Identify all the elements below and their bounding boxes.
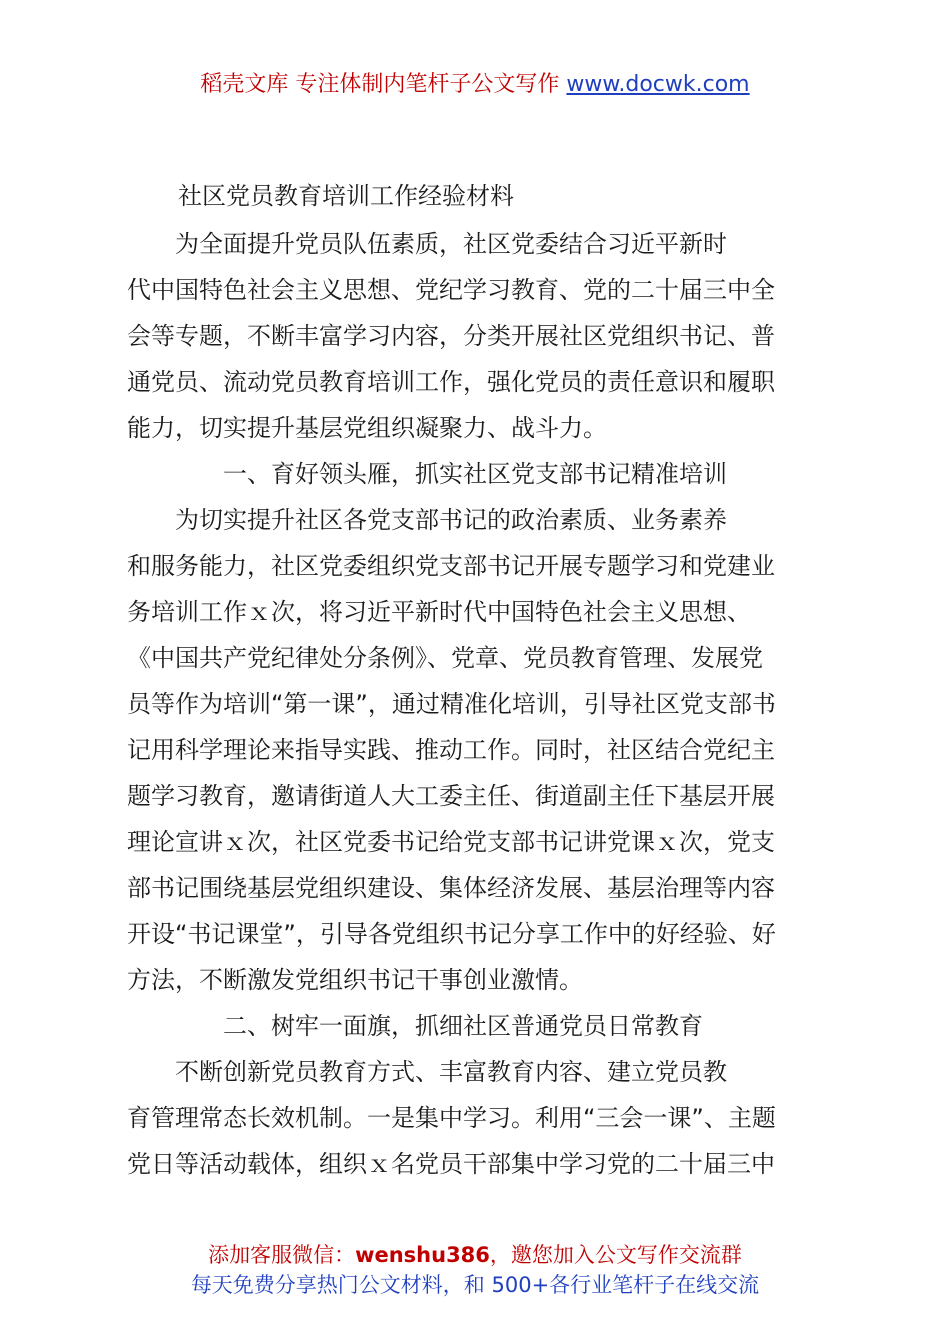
site-header: [0, 70, 950, 100]
footer-wechat-prefix: 添加客服微信：: [208, 1243, 356, 1267]
document-title: 社区党员教育培训工作经验材料: [178, 182, 514, 210]
intro-paragraph: 为全面提升党员队伍素质，社区党委结合习近平新时 代中国特色社会主义思想、党纪学习教育、党的二十届三中全 会等专题，不断丰富学习内容，分类开展社区党组织书记、普 通党员、流动党员教育培训工作，强化党员的责任意识和履职 能力，切实提升基层党组织凝聚力、战斗力。: [127, 230, 775, 442]
section-heading-2: 二、树牢一面旗，抓细社区普通党员日常教育: [223, 1012, 703, 1040]
footer-line-1: [0, 1240, 950, 1270]
document-body: [127, 221, 823, 1187]
promo-footer: [0, 1240, 950, 1300]
footer-line-2: 每天免费分享热门公文材料，和 500+各行业笔杆子在线交流: [190, 1273, 760, 1297]
footer-wechat-suffix: ，邀您加入公文写作交流群: [489, 1243, 742, 1267]
section-1-paragraph: 为切实提升社区各党支部书记的政治素质、业务素养 和服务能力，社区党委组织党支部书记开展专题学习和党建业 务培训工作ｘ次，将习近平新时代中国特色社会主义思想、 《中国共产党纪律处分条例》、党章、党员教育管理、发展党 员等作为培训“第一课”，通过精准化培训，引导社区党支部书 记用科学理论来指导实践、推动工作。同时，社区结合党纪主 题学习教育，邀请街道人大工委主任、街道副主任下基层开展 理论宣讲ｘ次，社区党委书记给党支部书记讲党课ｘ次，党支 部书记围绕基层党组织建设、集体经济发展、基层治理等内容 开设“书记课堂”，引导各党组织书记分享工作中的好经验、好 方法，不断激发党组织书记干事创业激情。: [127, 506, 776, 994]
section-2-paragraph: 不断创新党员教育方式、丰富教育内容、建立党员教 育管理常态长效机制。一是集中学习。利用“三会一课”、主题 党日等活动载体，组织ｘ名党员干部集中学习党的二十届三中: [127, 1058, 776, 1178]
site-brand-text: 稻壳文库 专注体制内笔杆子公文写作: [200, 72, 567, 97]
site-link[interactable]: www.docwk.com: [566, 72, 750, 97]
footer-wechat-id: wenshu386: [355, 1243, 490, 1267]
section-heading-1: 一、育好领头雁，抓实社区党支部书记精准培训: [223, 460, 727, 488]
